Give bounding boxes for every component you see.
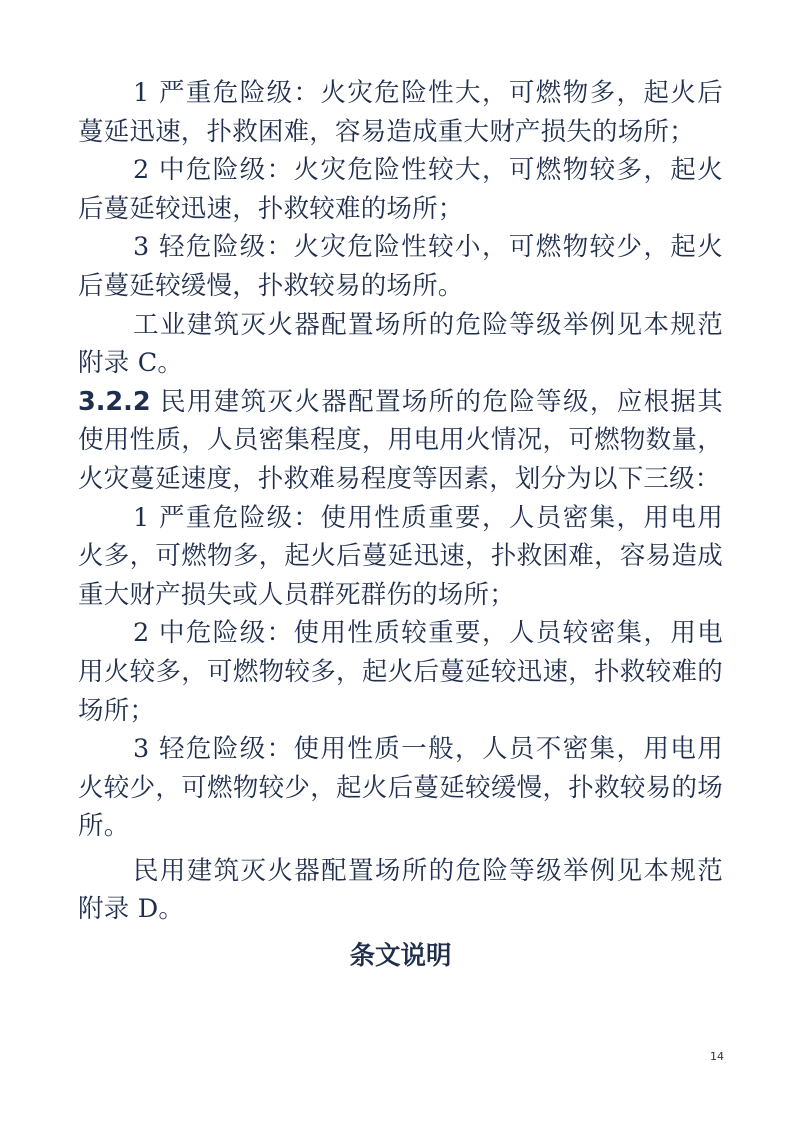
- clause-3-2-2: [78, 383, 723, 499]
- clause-number: 3.2.2: [78, 386, 151, 417]
- section-heading: 条文说明: [349, 941, 452, 972]
- paragraph-industrial-medium: 2 中危险级：火灾危险性较大，可燃物较多，起火后蔓延较迅速，扑救较难的场所；: [78, 155, 723, 224]
- paragraph-civil-medium: 2 中危险级：使用性质较重要，人员较密集，用电用火较多，可燃物较多，起火后蔓延较迅速，扑救较难的场所；: [78, 618, 723, 726]
- paragraph-civil-light: 3 轻危险级：使用性质一般，人员不密集，用电用火较少，可燃物较少，起火后蔓延较缓慢，扑救较易的场所。: [78, 734, 723, 842]
- paragraph-civil-appendix: 民用建筑灭火器配置场所的危险等级举例见本规范附录 D。: [78, 855, 723, 925]
- clause-text: 民用建筑灭火器配置场所的危险等级，应根据其使用性质，人员密集程度，用电用火情况，可燃物数量，火灾蔓延速度，扑救难易程度等因素，划分为以下三级：: [78, 386, 723, 494]
- paragraph-industrial-light: 3 轻危险级：火灾危险性较小，可燃物较少，起火后蔓延较缓慢，扑救较易的场所。: [78, 232, 723, 301]
- page-number: 14: [710, 1050, 724, 1063]
- paragraph-industrial-appendix: 工业建筑灭火器配置场所的危险等级举例见本规范附录 C。: [78, 309, 723, 379]
- document-page: [78, 74, 723, 975]
- paragraph-civil-severe: 1 严重危险级：使用性质重要，人员密集，用电用火多，可燃物多，起火后蔓延迅速，扑救困难，容易造成重大财产损失或人员群死群伤的场所；: [78, 502, 723, 610]
- paragraph-industrial-severe: 1 严重危险级：火灾危险性大，可燃物多，起火后蔓延迅速，扑救困难，容易造成重大财产损失的场所；: [78, 78, 723, 147]
